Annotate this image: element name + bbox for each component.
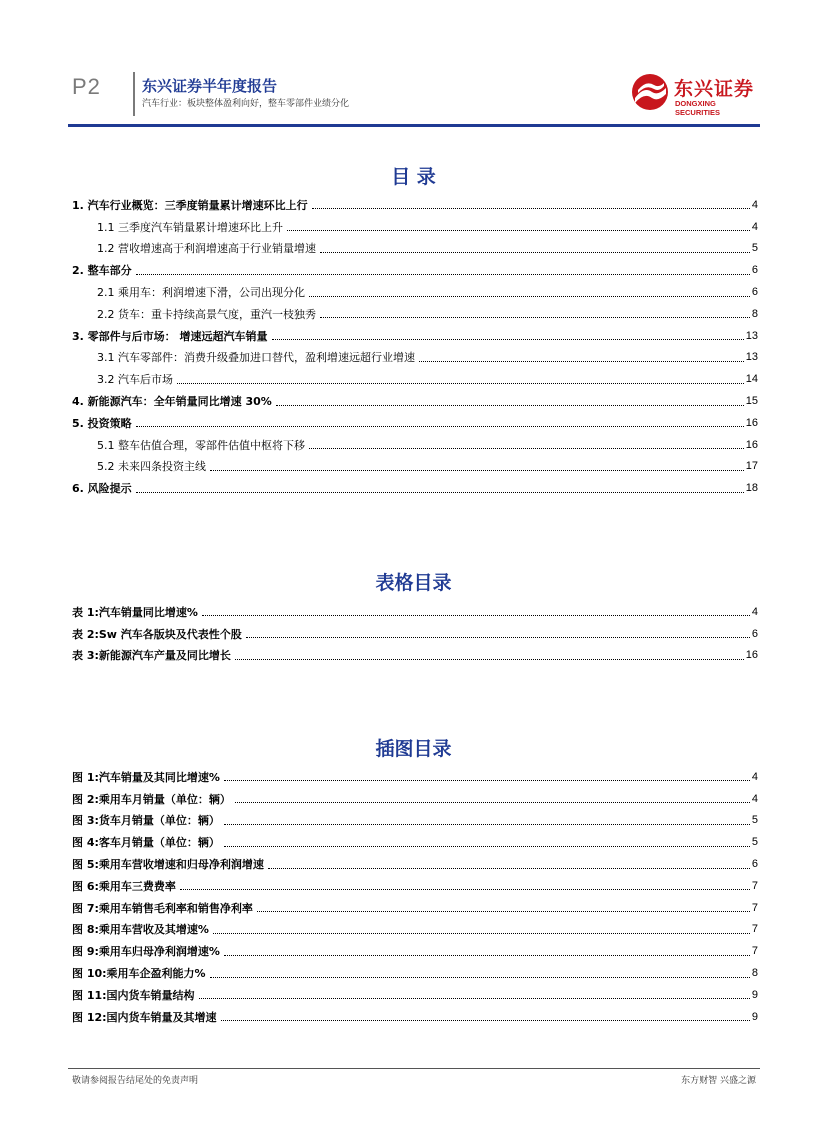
toc-entry[interactable]: 3.2 汽车后市场 14 <box>97 373 758 387</box>
tables-title: 表格目录 <box>375 572 452 594</box>
toc-entry[interactable]: 5.1 整车估值合理，零部件估值中枢将下移 16 <box>97 438 758 452</box>
page-number: P2 <box>72 74 101 99</box>
figure-entry[interactable]: 图 9:乘用车归母净利润增速% 7 <box>72 945 758 959</box>
toc-entry[interactable]: 1. 汽车行业概览：三季度销量累计增速环比上行 4 <box>72 198 758 212</box>
toc-entry[interactable]: 4. 新能源汽车：全年销量同比增速 30% 15 <box>72 395 758 409</box>
figure-entry[interactable]: 图 8:乘用车营收及其增速% 7 <box>72 923 758 937</box>
toc-title: 目 录 <box>391 166 436 188</box>
report-subtitle: 汽车行业：板块整体盈利向好，整车零部件业绩分化 <box>142 99 350 109</box>
toc-entry[interactable]: 2.1 乘用车：利润增速下滑，公司出现分化 6 <box>97 286 758 300</box>
toc-entry[interactable]: 5. 投资策略 16 <box>72 416 758 430</box>
figure-entry[interactable]: 图 6:乘用车三费费率 7 <box>72 879 758 893</box>
table-entry[interactable]: 表 3:新能源汽车产量及同比增长 16 <box>72 649 758 663</box>
toc-entry[interactable]: 6. 风险提示 18 <box>72 482 758 496</box>
figures-title: 插图目录 <box>375 738 452 760</box>
header-rule <box>68 124 760 127</box>
dongxing-logo <box>630 72 760 116</box>
header-divider <box>133 72 135 116</box>
table-entry[interactable]: 表 2:Sw 汽车各版块及代表性个股 6 <box>72 627 758 641</box>
footer-rule <box>68 1068 760 1069</box>
footer-slogan: 东方财智 兴盛之源 <box>681 1076 756 1086</box>
toc-entry[interactable]: 3. 零部件与后市场： 增速远超汽车销量 13 <box>72 329 758 343</box>
figure-entry[interactable]: 图 5:乘用车营收增速和归母净利润增速 6 <box>72 858 758 872</box>
toc-entry[interactable]: 3.1 汽车零部件：消费升级叠加进口替代，盈利增速远超行业增速 13 <box>97 351 758 365</box>
tables-list <box>72 601 758 666</box>
figure-entry[interactable]: 图 3:货车月销量（单位：辆） 5 <box>72 814 758 828</box>
figure-entry[interactable]: 图 1:汽车销量及其同比增速% 4 <box>72 770 758 784</box>
logo-chinese-name: 东兴证券 <box>674 78 755 100</box>
figure-entry[interactable]: 图 10:乘用车企盈利能力% 8 <box>72 967 758 981</box>
figure-entry[interactable]: 图 2:乘用车月销量（单位：辆） 4 <box>72 792 758 806</box>
figures-list <box>72 766 758 1028</box>
toc-list <box>72 194 758 499</box>
logo-english-name: DONGXING SECURITIES <box>675 99 721 117</box>
figure-entry[interactable]: 图 12:国内货车销量及其增速 9 <box>72 1010 758 1024</box>
dongxing-logo-icon <box>630 72 670 112</box>
toc-entry[interactable]: 2. 整车部分 6 <box>72 264 758 278</box>
report-title: 东兴证券半年度报告 <box>142 77 278 95</box>
table-entry[interactable]: 表 1:汽车销量同比增速% 4 <box>72 605 758 619</box>
toc-entry[interactable]: 1.1 三季度汽车销量累计增速环比上升 4 <box>97 220 758 234</box>
toc-entry[interactable]: 2.2 货车：重卡持续高景气度，重汽一枝独秀 8 <box>97 307 758 321</box>
figure-entry[interactable]: 图 4:客车月销量（单位：辆） 5 <box>72 836 758 850</box>
disclaimer-note: 敬请参阅报告结尾处的免责声明 <box>72 1076 199 1086</box>
toc-entry[interactable]: 1.2 营收增速高于利润增速高于行业销量增速 5 <box>97 242 758 256</box>
figure-entry[interactable]: 图 11:国内货车销量结构 9 <box>72 988 758 1002</box>
toc-entry[interactable]: 5.2 未来四条投资主线 17 <box>97 460 758 474</box>
figure-entry[interactable]: 图 7:乘用车销售毛利率和销售净利率 7 <box>72 901 758 915</box>
